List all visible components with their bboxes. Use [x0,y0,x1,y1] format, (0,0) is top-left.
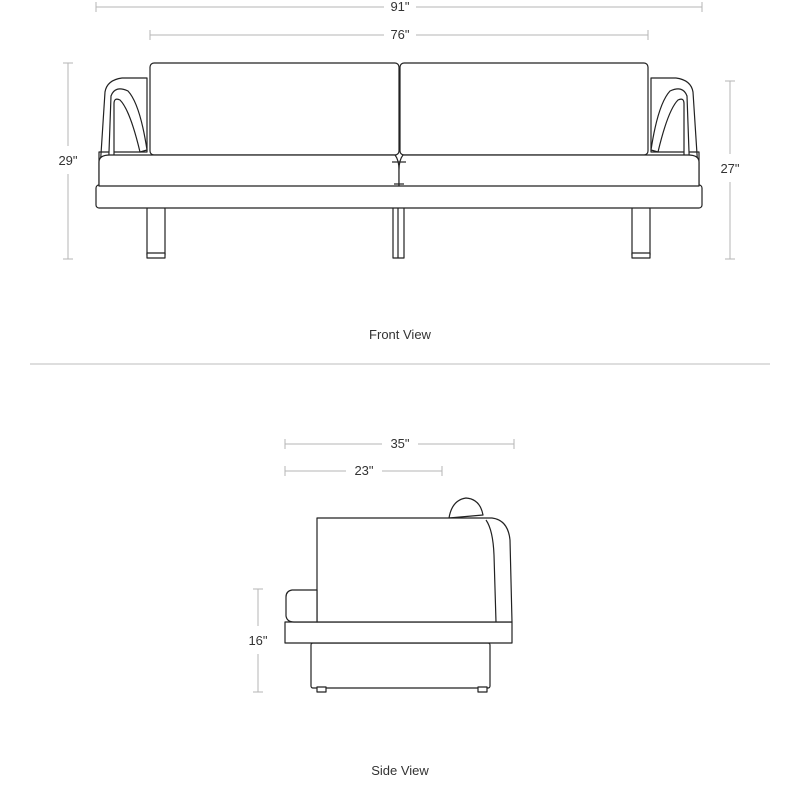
seat-height-label: 16" [248,633,268,648]
side-view-caption: Side View [371,763,429,778]
sofa-front-illustration [96,63,702,258]
seat-width-label: 76" [390,27,410,42]
overall-width-dimension [96,0,702,14]
overall-depth-label: 35" [390,436,410,451]
overall-height-label: 29" [58,153,78,168]
front-view [58,0,739,342]
seat-depth-label: 23" [354,463,374,478]
seat-height-dimension [248,589,267,692]
arm-height-dimension [720,81,739,259]
side-view [248,436,514,778]
overall-depth-dimension [285,436,514,451]
overall-width-label: 91" [390,0,410,14]
seat-width-dimension [150,27,648,42]
seat-depth-dimension [285,463,442,478]
overall-height-dimension [58,63,77,259]
front-view-caption: Front View [369,327,431,342]
sofa-side-illustration [285,498,512,692]
arm-height-label: 27" [720,161,740,176]
